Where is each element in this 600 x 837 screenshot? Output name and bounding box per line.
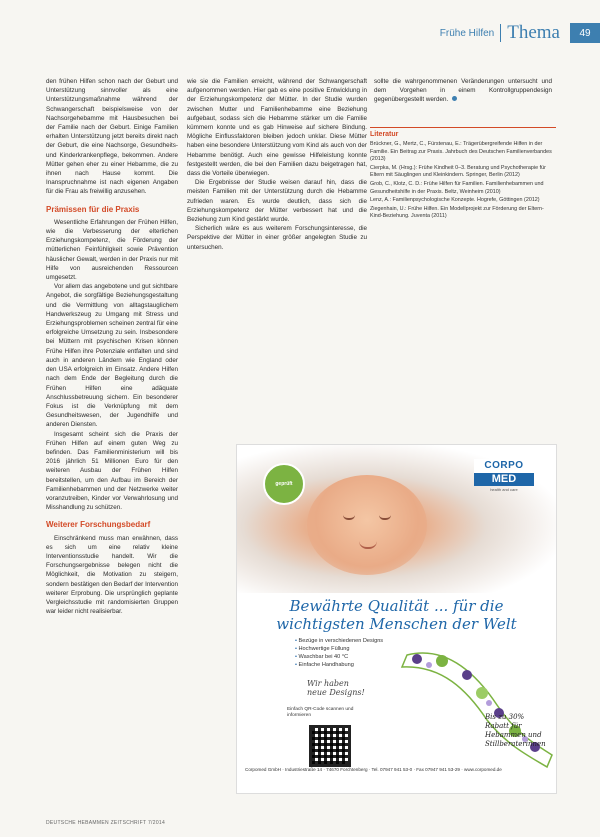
paragraph: Vor allem das angebotene und gut sichtbare Angebot, die sorgfältige Beziehungsgestaltung und die Vermittlung von alltagstauglichem Handwerkszeug zu Umgang mit Stress und Erziehungsproblemen scheinen zentral für eine erfolgreiche Umsetzung zu sein. Insbesondere bei Müttern mit psychischen Krisen können Frühe Hilfen ihre Potenziale entfalten und sind auch in anderen Ländern wie England oder den USA erfolgreich im Einsatz. Andere Hilfen nach dem Ende der Begleitung durch die Frühen Hilfen eine adäquate Anschlussbetreuung sichern. Ein besonderer Fokus ist die Verknüpfung mit dem Gesundheitswesen, der Jugendhilfe und anderen Diensten. xyxy=(46,283,178,429)
page-header xyxy=(440,22,600,44)
nursing-pillow-image xyxy=(387,635,557,770)
eye-shape xyxy=(379,515,391,520)
qr-code-icon[interactable] xyxy=(309,725,351,767)
subheading: Weiterer Forschungsbedarf xyxy=(46,520,151,530)
new-designs-note: Wir haben neue Designs! xyxy=(307,679,365,697)
literature-title: Literatur xyxy=(370,131,399,138)
baby-photo xyxy=(237,445,556,593)
ad-bullet-list xyxy=(295,637,383,669)
literature-entry: Cierpka, M. (Hrsg.): Frühe Kindheit 0–3. Beratung und Psychotherapie für Eltern mit Säuglingen und Kleinkindern. Springer, Berlin (2012) xyxy=(370,164,546,179)
page-footer: DEUTSCHE HEBAMMEN ZEITSCHRIFT 7/2014 xyxy=(46,820,166,826)
literature-entry: Ziegenhain, U.: Frühe Hilfen. Ein Modellprojekt zur Förderung der Eltern-Kind-Beziehung. Juventa (2011) xyxy=(370,205,544,220)
qr-instruction: Einfach QR-Code scannen und informieren xyxy=(287,707,354,718)
bullet-item: • Bezüge in verschiedenen Designs xyxy=(295,637,383,645)
paragraph: Einschränkend muss man erwähnen, dass es sich um eine relativ kleine Interventionsstudie handelt. Wir die Forschungsergebnisse belegen nicht die Möglichkeit, die Motivation zu steigern, sondern bestätigen den Bedarf der Intervention weiterer Erprobung. Die ursprünglich geplante Vergleichsstudie mit randomisierten Gruppen war leider nicht realisierbar. xyxy=(46,534,178,616)
ad-contact-footer: Corpomed GmbH · Industriestraße 14 · 74670 Forchtenberg · Tel. 07947 941 53-0 · Fax 07947 941 53-29 · www.corpomed.de xyxy=(245,767,502,772)
subheading: Prämissen für die Praxis xyxy=(46,204,140,214)
baby-face xyxy=(307,475,427,575)
quality-seal-icon: geprüft xyxy=(263,463,305,505)
paragraph: Wesentliche Erfahrungen der Frühen Hilfen, wie die Verbesserung der elterlichen Erziehungskompetenz, die Förderung der mütterlichen Feinfühligkeit sowie Prävention häuslicher Gewalt, werden in der Praxis nur mit Hilfe von ausreichenden Ressourcen umgesetzt. xyxy=(46,218,178,282)
discount-note: Bis zu 30% Rabatt für Hebammen und Stillberaterinnen xyxy=(485,713,546,748)
paragraph: Sicherlich wäre es aus weiterem Forschungsinteresse, die Perspektive der Mütter in einer größer angelegten Studie zu untersuchen. xyxy=(187,225,367,251)
paragraph: wie sie die Familien erreicht, während der Schwangerschaft aufgenommen werden. Hier gab es eine positive Entwicklung in der Erziehungskompetenz der Mütter. In der Studie wurden zwischen Mutter und Familienhebamme eine Beziehung aufgebaut, sodass sich die Hebamme stärker um die Familie kümmern konnte und es gab Hinweise auf sichere Bindung. Mögliche Einflussfaktoren bleiben jedoch unklar. Diese Mütter haben eine besondere Unterstützung vom Kind als auch von der Hebamme benötigt. Auch eine gewisse Hilfeleistung konnte festgestellt werden, die bei den Familien dazu beigetragen hat, dass die Vorteile überwiegen. xyxy=(187,78,367,178)
logo-tagline: health and care xyxy=(490,487,518,492)
corpomed-logo xyxy=(474,459,534,491)
text-column-2 xyxy=(187,77,367,252)
ad-headline xyxy=(237,597,556,633)
text-column-3 xyxy=(374,77,552,105)
thema-title: Thema xyxy=(507,22,560,43)
text-column-1 xyxy=(46,77,178,616)
section-title: Frühe Hilfen xyxy=(439,27,495,39)
logo-top: CORPO xyxy=(474,459,534,473)
advertisement[interactable] xyxy=(236,444,557,794)
literature-box xyxy=(370,127,556,222)
paragraph-text: sollte die wahrgenommenen Veränderungen untersucht und dem Vorgehen in einem Kontrollgruppendesign gegenübergestellt werden. xyxy=(374,78,552,104)
paragraph: den frühen Hilfen schon nach der Geburt und Unterstützung sinnvoller als eine Unterstützungsmaßnahme während der Schwangerschaft beispielsweise von der Nachsorgehebamme mit Hausbesuchen bei der Familie nach der Geburt. Einige Familien erhalten Unterstützung jetzt bereits direkt nach der Geburt, die eine Nachsorge, Gesundheits- und Kinderkrankenpflege, bekommen. Andere Mütter gehen eher zu einer Hebamme, die zu ihnen nach Hause kommt. Die Inanspruchnahme ist nach eigenen Angaben für die Frau als freiwillig anzusehen. xyxy=(46,78,178,196)
paragraph xyxy=(374,77,552,105)
bullet-item: • Hochwertige Füllung xyxy=(295,645,383,653)
bullet-item: • Waschbar bei 40 °C xyxy=(295,653,383,661)
end-mark-icon xyxy=(452,96,457,101)
mouth-shape xyxy=(359,541,377,549)
page-number: 49 xyxy=(570,23,600,43)
header-divider xyxy=(500,24,501,42)
headline-line: Bewährte Qualität ... für die xyxy=(289,597,504,615)
headline-line: wichtigsten Menschen der Welt xyxy=(276,615,517,633)
eye-shape xyxy=(343,515,355,520)
logo-bottom: MED xyxy=(474,473,534,486)
paragraph: Insgesamt scheint sich die Praxis der Frühen Hilfen auf einem guten Weg zu befinden. Das Familienministerium will bis 2016 jährlich 51 Millionen Euro für den weiteren Ausbau der Frühen Hilfen bereitstellen, um den Aufbau im Bereich der Familienhebammen und der Netzwerke weiter voranzutreiben, Kinder vor Verwahrlosung und Misshandlung zu schützen. xyxy=(46,430,178,512)
literature-entry: Brückner, G., Mertz, C., Fürstenau, E.: Trägerübergreifende Hilfen in der Familie. Ein Beitrag zur Praxis. Jahrbuch des Deutschen Familienverbandes (2013) xyxy=(370,141,552,163)
literature-entry: Lenz, A.: Familienpsychologische Konzepte. Hogrefe, Göttingen (2012) xyxy=(370,197,540,204)
literature-entry: Grob, C., Klotz, C. D.: Frühe Hilfen für Familien. Familienhebammen und Gesundheitshilfe in der Praxis. Beltz, Weinheim (2010) xyxy=(370,180,544,195)
bullet-item: • Einfache Handhabung xyxy=(295,661,383,669)
paragraph: Die Ergebnisse der Studie weisen darauf hin, dass die meisten Familien mit der Unterstützung durch die Hebamme zufrieden waren. Es wurde deutlich, dass sich die Erziehungskompetenz der Mütter verbessert hat und die Beziehung zum Kind gestärkt wurde. xyxy=(187,179,367,224)
